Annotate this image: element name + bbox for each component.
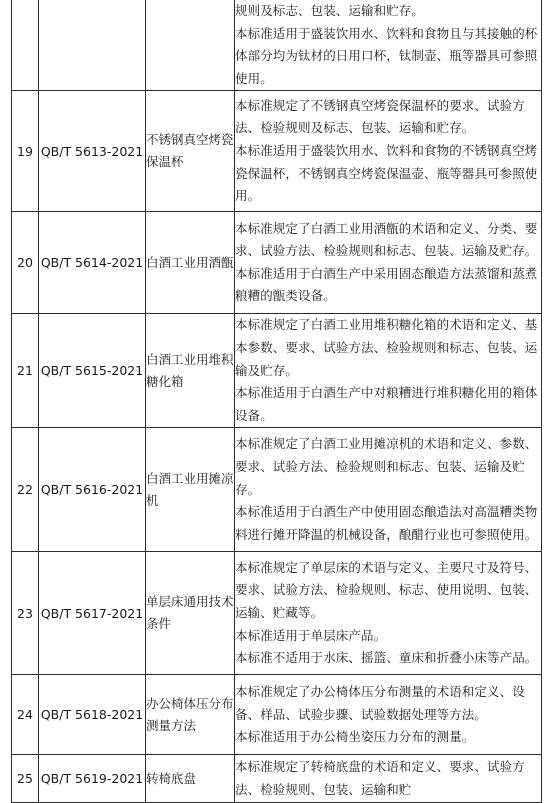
standard-name: 转椅底盘 bbox=[146, 755, 235, 803]
description-paragraph: 本标准适用于单层床产品。 bbox=[235, 627, 387, 643]
standards-table bbox=[11, 0, 542, 803]
table-row bbox=[12, 755, 542, 803]
standard-name: 单层床通用技术条件 bbox=[146, 552, 235, 675]
standard-description bbox=[235, 755, 542, 803]
table-row bbox=[12, 91, 542, 212]
row-number: 23 bbox=[12, 552, 39, 675]
table-row bbox=[12, 428, 542, 552]
description-paragraph: 本标准规定了白酒工业用堆积糖化箱的术语和定义、基本参数、要求、试验方法、检验规则和标志、包装、运输及贮存。 bbox=[235, 317, 538, 378]
row-number: 19 bbox=[12, 91, 39, 212]
description-paragraph: 本标准适用于白酒生产中对粮糟进行堆积糖化用的箱体设备。 bbox=[235, 385, 538, 423]
standard-name: 白酒工业用堆积糖化箱 bbox=[146, 314, 235, 428]
row-number: 25 bbox=[12, 755, 39, 803]
description-paragraph: 本标准适用于白酒生产中采用固态酿造方法蒸馏和蒸煮粮糟的甑类设备。 bbox=[235, 265, 538, 304]
standard-description bbox=[235, 212, 542, 314]
standard-code: QB/T 5616-2021 bbox=[39, 428, 146, 552]
standard-name: 白酒工业用酒甑 bbox=[146, 212, 235, 314]
row-number: 22 bbox=[12, 428, 39, 552]
standard-name: 不锈钢真空烤瓷保温杯 bbox=[146, 91, 235, 212]
description-paragraph: 规则及标志、包装、运输和贮存。 bbox=[235, 3, 425, 18]
description-paragraph: 本标准规定了白酒工业用摊凉机的术语和定义、参数、要求、试验方法、检验规则和标志、包装、运输及贮存。 bbox=[235, 436, 538, 497]
description-paragraph: 本标准适用于盛装饮用水、饮料和食物且与其接触的杯体部分均为钛材的日用口杯，钛制壶、瓶等器具可参照使用。 bbox=[235, 25, 538, 86]
row-number bbox=[12, 0, 39, 91]
row-number: 24 bbox=[12, 675, 39, 755]
row-number: 20 bbox=[12, 212, 39, 314]
table-row bbox=[12, 314, 542, 428]
description-paragraph: 本标准不适用于水床、摇篮、童床和折叠小床等产品。 bbox=[235, 650, 538, 666]
description-paragraph: 本标准规定了单层床的术语与定义、主要尺寸及符号、要求、试验方法、检验规则、标志、使用说明、包装、运输、贮藏等。 bbox=[235, 559, 538, 621]
table-row bbox=[12, 675, 542, 755]
description-paragraph: 本标准规定了不锈钢真空烤瓷保温杯的要求、试验方法、检验规则及标志、包装、运输和贮存。 bbox=[235, 97, 525, 136]
standard-description bbox=[235, 552, 542, 675]
table-row bbox=[12, 0, 542, 91]
description-paragraph: 本标准适用于办公椅坐姿压力分布的测量。 bbox=[235, 729, 475, 745]
table-row bbox=[12, 212, 542, 314]
standard-code: QB/T 5615-2021 bbox=[39, 314, 146, 428]
standard-description bbox=[235, 675, 542, 755]
standard-description bbox=[235, 428, 542, 552]
standard-code bbox=[39, 0, 146, 91]
standard-name: 白酒工业用摊凉机 bbox=[146, 428, 235, 552]
row-number: 21 bbox=[12, 314, 39, 428]
table-row bbox=[12, 552, 542, 675]
standard-description bbox=[235, 0, 542, 91]
standard-name bbox=[146, 0, 235, 91]
description-paragraph: 本标准规定了办公椅体压分布测量的术语和定义、设备、样品、试验步骤、试验数据处理等方法。 bbox=[235, 683, 525, 722]
standard-code: QB/T 5614-2021 bbox=[39, 212, 146, 314]
description-paragraph: 本标准适用于盛装饮用水、饮料和食物的不锈钢真空烤瓷保温杯，不锈钢真空烤瓷保温壶、瓶等器具可参照使用。 bbox=[235, 143, 538, 204]
description-paragraph: 本标准适用于白酒生产中使用固态酿造法对高温糟类物料进行摊开降温的机械设备，酿醋行业也可参照使用。 bbox=[235, 504, 538, 542]
description-paragraph: 本标准规定了白酒工业用酒甑的术语和定义、分类、要求、试验方法、检验规则和标志、包装、运输及贮存。 bbox=[235, 220, 538, 259]
standard-code: QB/T 5617-2021 bbox=[39, 552, 146, 675]
standard-name: 办公椅体压分布测量方法 bbox=[146, 675, 235, 755]
standard-code: QB/T 5613-2021 bbox=[39, 91, 146, 212]
standard-code: QB/T 5618-2021 bbox=[39, 675, 146, 755]
standard-description bbox=[235, 314, 542, 428]
standard-description bbox=[235, 91, 542, 212]
standard-code: QB/T 5619-2021 bbox=[39, 755, 146, 803]
description-paragraph: 本标准规定了转椅底盘的术语和定义、要求、试验方法、检验规则、包装、运输和贮 bbox=[235, 759, 525, 797]
